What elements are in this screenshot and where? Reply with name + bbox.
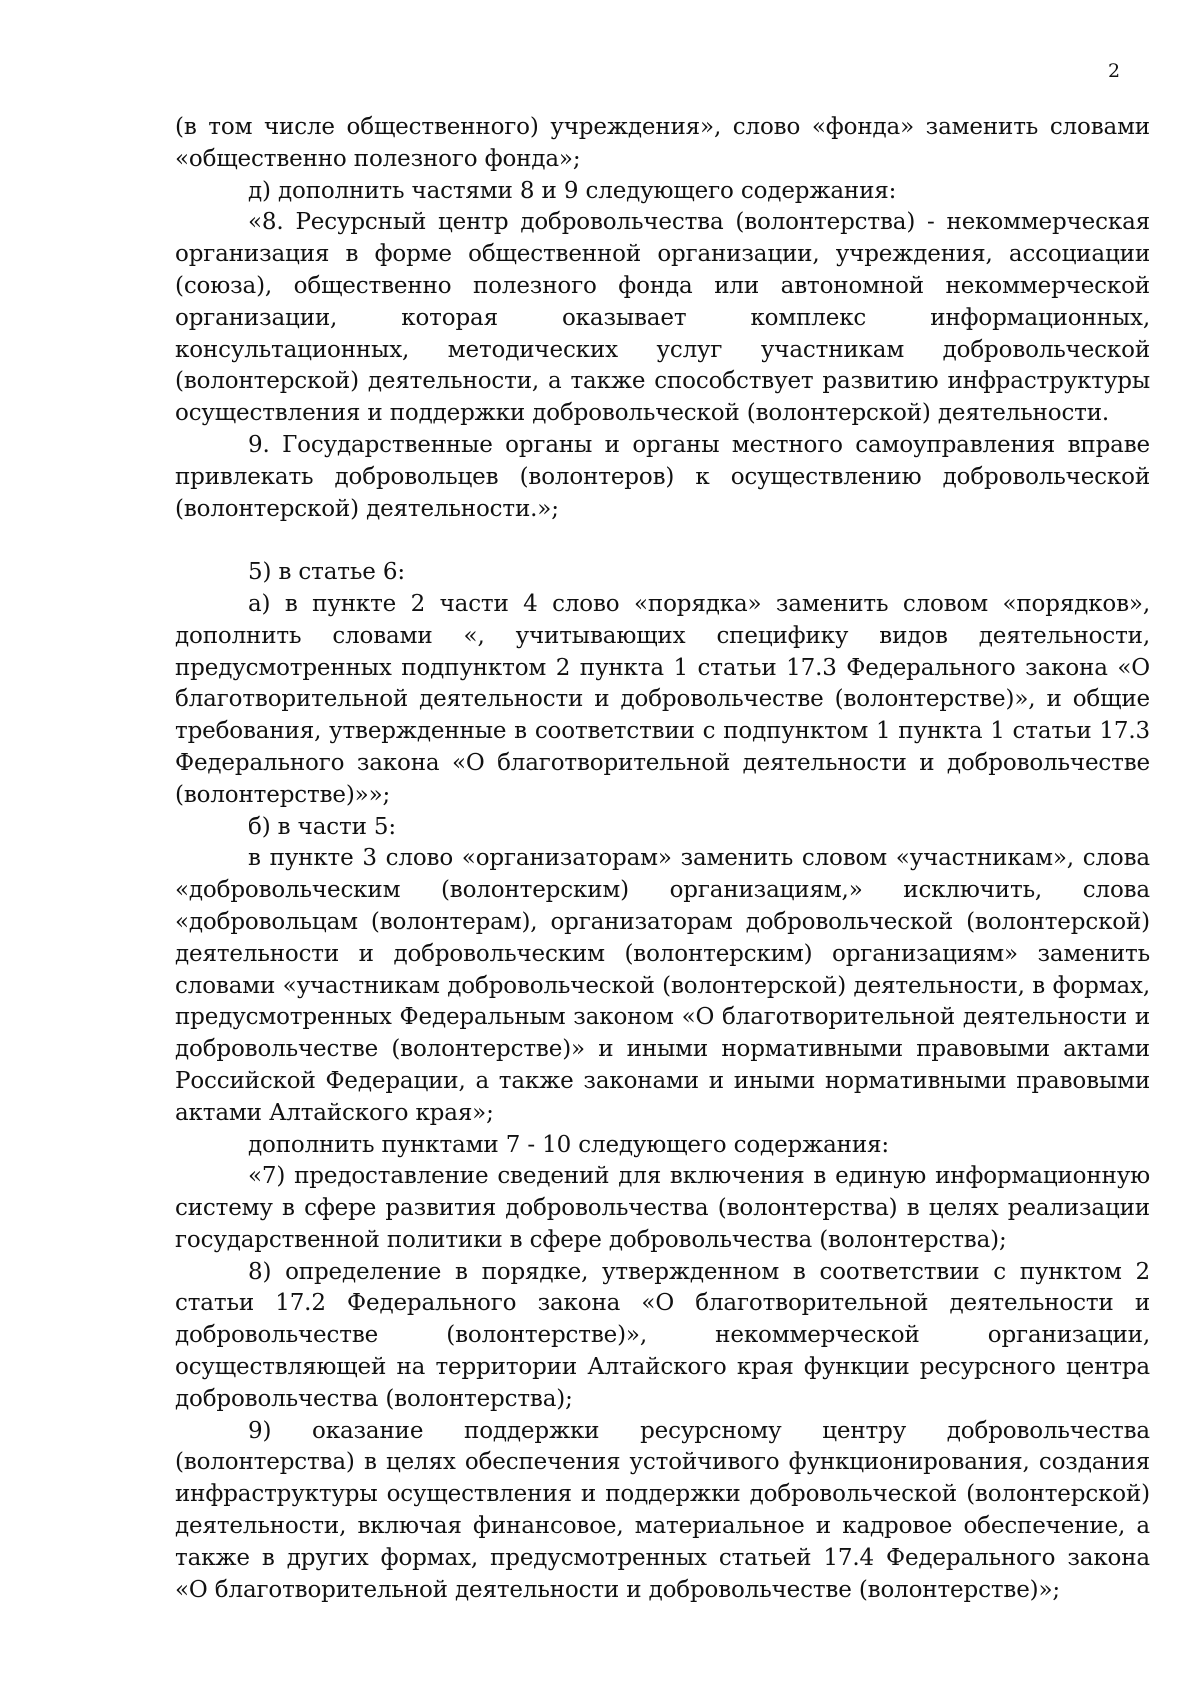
paragraph-point-7: «7) предоставление сведений для включения в единую информационную систему в сфере развития добровольчества (волонтерства) в целях реализации государственной политики в сфере добровольчества (волонтерства); [175,1163,1150,1253]
paragraph-point-8: 8) определение в порядке, утвержденном в соответствии с пунктом 2 статьи 17.2 Федерального закона «О благотворительной деятельности и добровольчестве (волонтерстве)», некоммерческой организации, осуществляющей на территории Алтайского края функции ресурсного центра добровольчества (волонтерства); [175,1258,1150,1412]
paragraph-item-a: а) в пункте 2 части 4 слово «порядка» заменить словом «порядков», дополнить словами «, учитывающих специфику видов деятельности, предусмотренных подпунктом 2 пункта 1 статьи 17.3 Федерального закона «О благотворительной деятельности и добровольчестве (волонтерстве)», и общие требования, утвержденные в соответствии с подпунктом 1 пункта 1 статьи 17.3 Федерального закона «О благотворительной деятельности и добровольчестве (волонтерстве)»»; [175,590,1150,808]
paragraph-part-9: 9. Государственные органы и органы местного самоуправления вправе привлекать добровольцев (волонтеров) к осуществлению добровольческой (волонтерской) деятельности.»; [175,431,1150,522]
paragraph-part-8: «8. Ресурсный центр добровольчества (волонтерства) - некоммерческая организация в форме общественной организации, учреждения, ассоциации (союза), общественно полезного фонда или автономной некоммерческой организации, которая оказывает комплекс информационных, консультационных, методических услуг участникам добровольческой (волонтерской) деятельности, а также способствует развитию инфраструктуры осуществления и поддержки добровольческой (волонтерской) деятельности. [175,209,1150,427]
paragraph-item-b: б) в части 5: [248,813,396,840]
page-number: 2 [1108,60,1121,82]
document-body [175,112,1150,1606]
paragraph-add-points: дополнить пунктами 7 - 10 следующего содержания: [248,1131,889,1158]
paragraph-continuation: (в том числе общественного) учреждения», слово «фонда» заменить словами «общественно полезного фонда»; [175,114,1150,172]
paragraph-item-5: 5) в статье 6: [248,559,405,586]
paragraph-point-9: 9) оказание поддержки ресурсному центру добровольчества (волонтерства) в целях обеспечения устойчивого функционирования, создания инфраструктуры осуществления и поддержки добровольческой (волонтерской) деятельности, включая финансовое, материальное и кадровое обеспечение, а также в других формах, предусмотренных статьей 17.4 Федерального закона «О благотворительной деятельности и добровольчестве (волонтерстве)»; [175,1417,1150,1603]
paragraph-point-3: в пункте 3 слово «организаторам» заменить словом «участникам», слова «добровольческим (волонтерским) организациям,» исключить, слова «добровольцам (волонтерам), организаторам добровольческой (волонтерской) деятельности и добровольческим (волонтерским) организациям» заменить словами «участникам добровольческой (волонтерской) деятельности, в формах, предусмотренных Федеральным законом «О благотворительной деятельности и добровольчестве (волонтерстве)» и иными нормативными правовыми актами Российской Федерации, а также законами и иными нормативными правовыми актами Алтайского края»; [175,845,1150,1126]
paragraph-item-d: д) дополнить частями 8 и 9 следующего содержания: [248,177,897,204]
